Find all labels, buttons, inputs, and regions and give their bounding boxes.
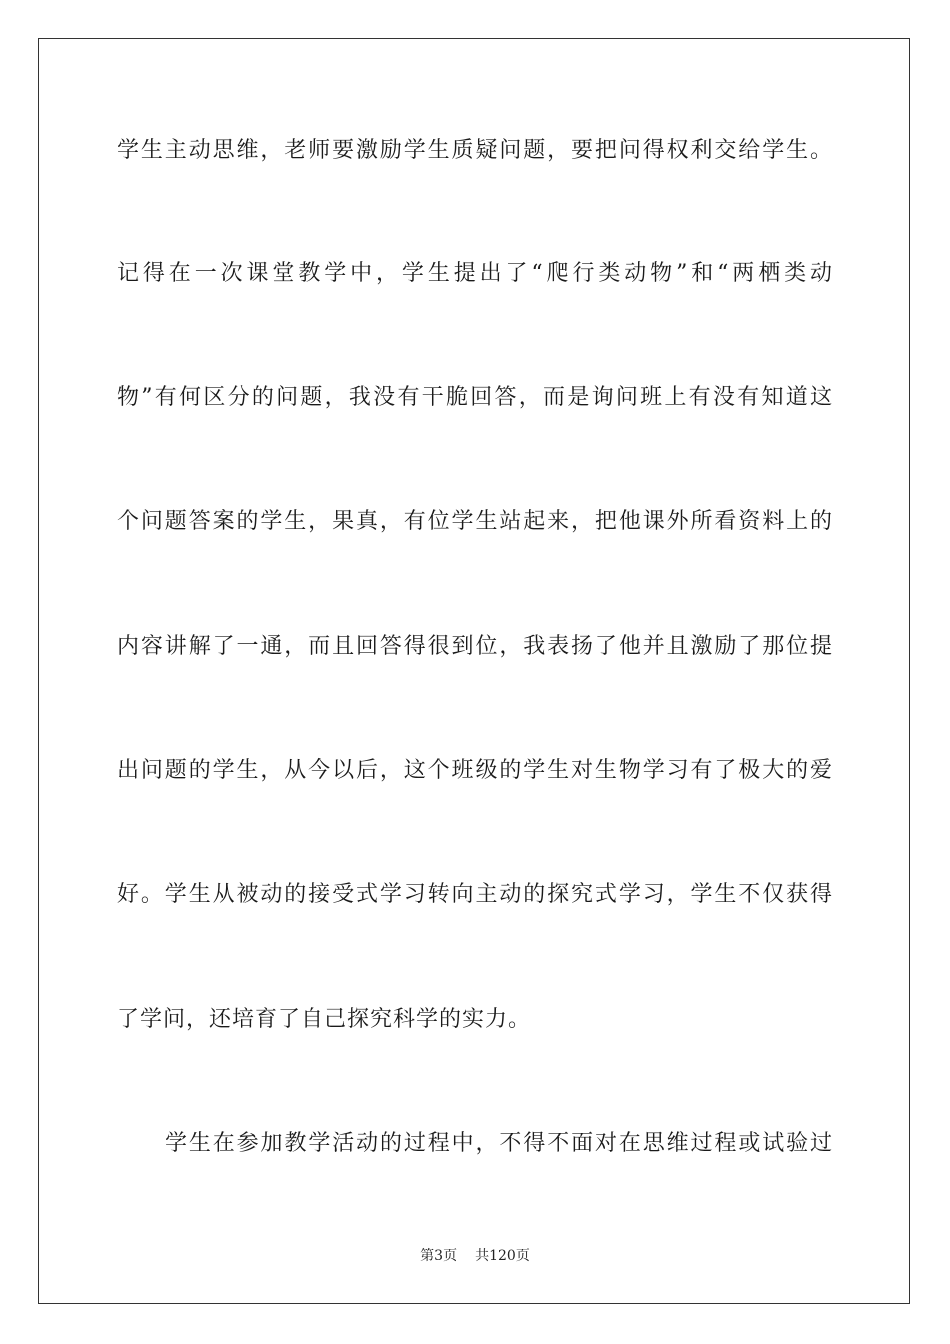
page-border xyxy=(38,38,910,1304)
body-text-line: 物”有何区分的问题，我没有干脆回答，而是询问班上有没有知道这 xyxy=(117,385,833,410)
body-text-line-indented: 学生在参加教学活动的过程中，不得不面对在思维过程或试验过 xyxy=(165,1131,833,1156)
page-footer xyxy=(0,1247,950,1265)
body-text-line: 出问题的学生，从今以后，这个班级的学生对生物学习有了极大的爱 xyxy=(117,758,833,783)
body-text-line: 了学问，还培育了自己探究科学的实力。 xyxy=(117,1007,532,1032)
body-text-line: 记得在一次课堂教学中，学生提出了“爬行类动物”和“两栖类动 xyxy=(117,261,833,286)
body-text-line: 内容讲解了一通，而且回答得很到位，我表扬了他并且激励了那位提 xyxy=(117,634,833,659)
page-total: 共120页 xyxy=(475,1248,530,1264)
body-text-line: 好。学生从被动的接受式学习转向主动的探究式学习，学生不仅获得 xyxy=(117,882,833,907)
body-text-line: 学生主动思维，老师要激励学生质疑问题，要把问得权利交给学生。 xyxy=(117,138,833,163)
page-number: 第3页 xyxy=(420,1248,458,1264)
body-text-line: 个问题答案的学生，果真，有位学生站起来，把他课外所看资料上的 xyxy=(117,509,833,534)
